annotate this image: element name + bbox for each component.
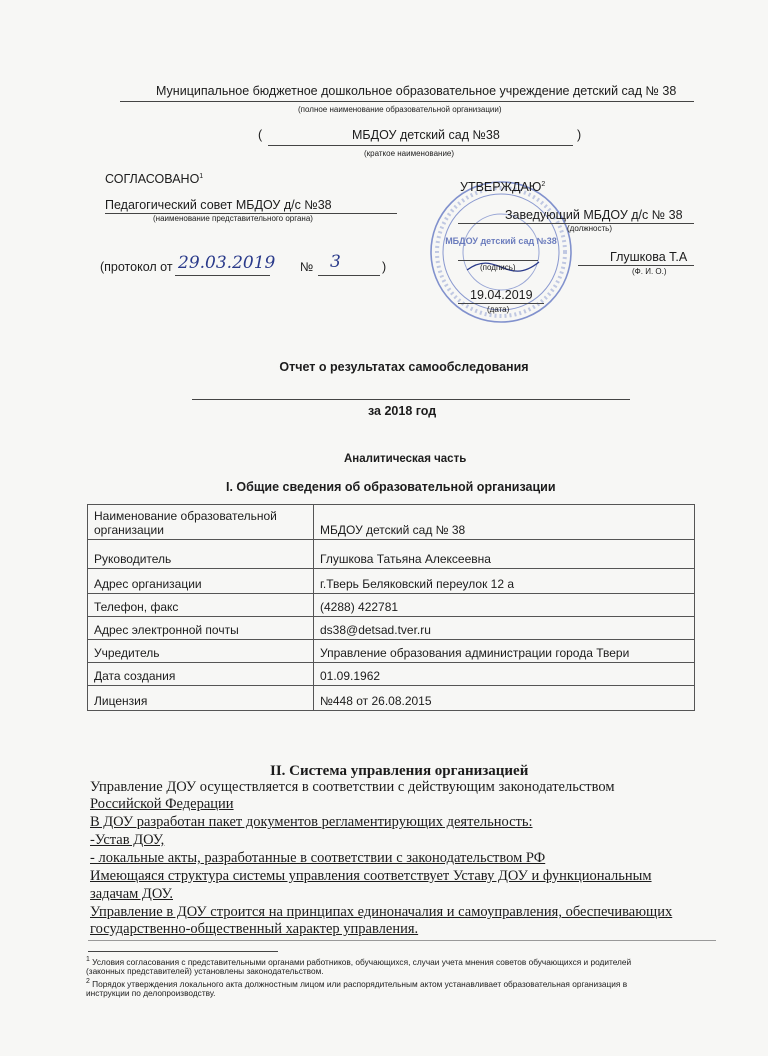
report-title: Отчет о результатах самообследования: [279, 360, 529, 374]
short-close: ): [577, 128, 582, 142]
approved-position: Заведующий МБДОУ д/с № 38: [505, 208, 683, 222]
section2-line: государственно-общественный характер управления.: [90, 921, 419, 937]
divider: [458, 303, 544, 304]
section-title: Аналитическая часть: [344, 453, 467, 465]
table-row: [88, 569, 695, 594]
stamp-inner-ring: [463, 214, 539, 290]
agreed-title: СОГЛАСОВАНО$^1$: [105, 172, 204, 186]
table-label: Адрес электронной почты: [88, 617, 314, 640]
section2-line: - локальные акты, разработанные в соответствии с законодательством РФ: [90, 850, 546, 866]
protocol-number: 3: [330, 252, 341, 272]
info-table: [87, 504, 695, 711]
table-label: Телефон, факс: [88, 594, 314, 617]
section2-line: Российской Федерации: [90, 796, 234, 812]
divider: [318, 275, 380, 276]
table-row: [88, 663, 695, 686]
table-row: [88, 640, 695, 663]
table-row: [88, 617, 695, 640]
stamp-text: МБДОУ детский сад №38: [445, 236, 557, 246]
approved-footnote-mark: 2: [541, 180, 546, 188]
table-label: Лицензия: [88, 686, 314, 711]
section2-line: Имеющаяся структура системы управления соответствует Уставу ДОУ и функциональным: [90, 868, 652, 884]
signature-caption: (подпись): [480, 263, 516, 272]
table-row: [88, 540, 695, 569]
table-row: [88, 594, 695, 617]
divider: [88, 940, 716, 941]
table-label: Учредитель: [88, 640, 314, 663]
approved-name-caption: (Ф. И. О.): [632, 267, 667, 276]
report-period: за 2018 год: [368, 404, 437, 418]
footnote-mark: 2: [86, 978, 90, 985]
agreed-body: Педагогический совет МБДОУ д/с №38: [105, 198, 332, 212]
footnote-text: Условия согласования с представительными органами работников, обучающихся, случаи учета мнения советов обучающихся и родителей: [92, 956, 632, 967]
section2-line: В ДОУ разработан пакет документов регламентирующих деятельность:: [90, 814, 533, 830]
table-label: Руководитель: [88, 540, 314, 569]
footnote-text: Порядок утверждения локального акта должностным лицом или распорядительным актом устанавливает образовательная организация в: [92, 978, 628, 989]
table-value: №448 от 26.08.2015: [314, 686, 695, 711]
section1-title: I. Общие сведения об образовательной организации: [226, 480, 556, 494]
footnote-mark: 1: [86, 956, 90, 963]
short-caption: (краткое наименование): [364, 149, 455, 158]
table-value: г.Тверь Беляковский переулок 12 а: [314, 569, 695, 594]
approved-position-caption: (должность): [567, 224, 612, 233]
table-value: 01.09.1962: [314, 663, 695, 686]
footnote-text: инструкции по делопроизводству.: [86, 988, 216, 998]
org-full-caption: (полное наименование образовательной организации): [298, 105, 502, 114]
table-row: [88, 505, 695, 540]
footnote-separator: [88, 951, 278, 952]
protocol-number-label: №: [300, 260, 314, 274]
table-value: (4288) 422781: [314, 594, 695, 617]
section2-title: II. Система управления организацией: [270, 763, 529, 779]
table-label: Адрес организации: [88, 569, 314, 594]
short-open: (: [258, 128, 263, 142]
org-short-name: МБДОУ детский сад №38: [352, 128, 500, 142]
approved-date: 19.04.2019: [470, 288, 533, 302]
table-value: Управление образования администрации города Твери: [314, 640, 695, 663]
footnote: [86, 988, 215, 999]
table-label: Наименование образовательной организации: [88, 505, 314, 540]
table-value: ds38@detsad.tver.ru: [314, 617, 695, 640]
table-row: [88, 686, 695, 711]
divider: [458, 260, 538, 261]
divider: [578, 265, 694, 266]
org-full-name: Муниципальное бюджетное дошкольное образовательное учреждение детский сад № 38: [156, 84, 677, 98]
divider: [268, 145, 573, 146]
protocol-prefix: (протокол от: [100, 260, 173, 274]
section2-line: Управление в ДОУ строится на принципах единоначалия и самоуправления, обеспечивающих: [90, 904, 673, 920]
table-label: Дата создания: [88, 663, 314, 686]
agreed-footnote-mark: 1: [199, 172, 204, 180]
footnote-text: (законных представителей) установлены законодательством.: [86, 966, 324, 976]
divider: [192, 399, 630, 400]
divider: [120, 101, 694, 102]
divider: [175, 275, 270, 276]
agreed-body-caption: (наименование представительного органа): [153, 214, 313, 223]
protocol-date: 29.03.2019: [178, 253, 276, 273]
section2-line: задачам ДОУ.: [90, 886, 173, 902]
section2-line: -Устав ДОУ,: [90, 832, 165, 848]
approved-name: Глушкова Т.А: [610, 250, 688, 264]
protocol-close: ): [382, 260, 387, 274]
table-value: Глушкова Татьяна Алексеевна: [314, 540, 695, 569]
approved-date-caption: (дата): [487, 305, 510, 314]
footnote: [86, 966, 324, 977]
table-value: МБДОУ детский сад № 38: [314, 505, 695, 540]
section2-line: Управление ДОУ осуществляется в соответствии с действующим законодательством: [90, 779, 615, 795]
approved-title: УТВЕРЖДАЮ$^2$: [460, 180, 546, 194]
